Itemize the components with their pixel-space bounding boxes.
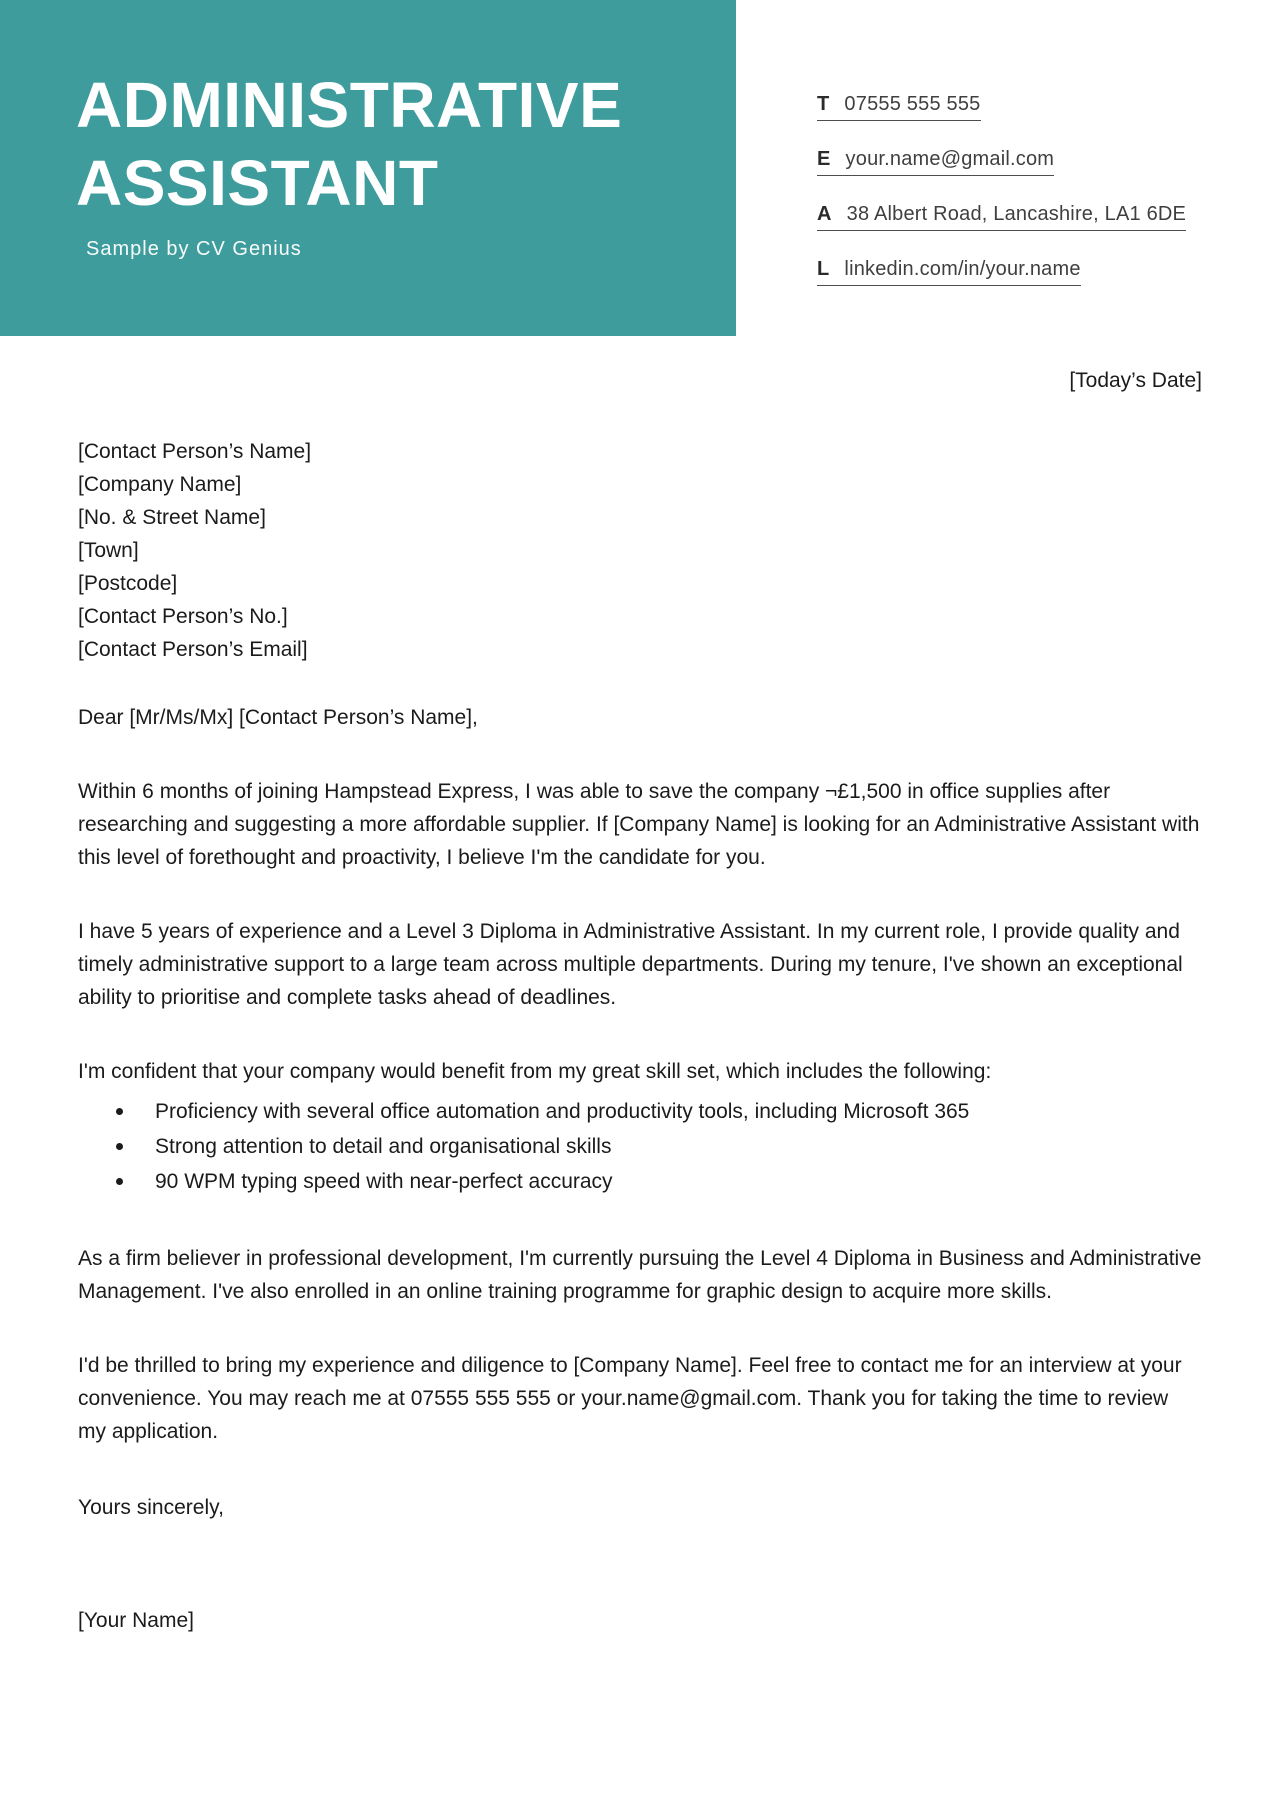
skill-text: Strong attention to detail and organisational skills [155, 1135, 612, 1158]
address-value[interactable]: 38 Albert Road, Lancashire, LA1 6DE [846, 203, 1187, 225]
header-subtitle: Sample by CV Genius [86, 238, 302, 260]
bullet-icon [116, 1143, 123, 1150]
list-item [116, 1164, 1202, 1199]
bullet-icon [116, 1108, 123, 1115]
recipient-postcode: [Postcode] [78, 572, 178, 595]
recipient-block [78, 435, 1202, 666]
closing: Yours sincerely, [78, 1496, 224, 1519]
linkedin-label: L [817, 258, 830, 280]
bullet-icon [116, 1178, 123, 1185]
title-line-2: ASSISTANT [76, 147, 439, 219]
recipient-company-name: [Company Name] [78, 473, 242, 496]
email-value[interactable]: your.name@gmail.com [845, 148, 1055, 170]
paragraph-experience: I have 5 years of experience and a Level 3 Diploma in Administrative Assistant. In my current role, I provide quality and timely administrative support to a large team across multiple departments. During my tenure, I've shown an exceptional ability to prioritise and complete tasks ahead of deadlines. [78, 920, 1183, 1009]
date-line: [Today’s Date] [1069, 369, 1202, 392]
email-label: E [817, 148, 831, 170]
list-item [116, 1094, 1202, 1129]
paragraph-development: As a firm believer in professional development, I'm currently pursuing the Level 4 Diploma in Business and Administrative Management. I've also enrolled in an online training programme for graphic design to acquire more skills. [78, 1247, 1202, 1303]
skills-list [78, 1094, 1202, 1199]
paragraph-skills-intro: I'm confident that your company would benefit from my great skill set, which includes the following: [78, 1060, 992, 1083]
phone-label: T [817, 93, 830, 115]
recipient-phone: [Contact Person’s No.] [78, 605, 288, 628]
recipient-email: [Contact Person’s Email] [78, 638, 308, 661]
skill-text: Proficiency with several office automation and productivity tools, including Microsoft 365 [155, 1100, 970, 1123]
signature-name: [Your Name] [78, 1609, 194, 1632]
recipient-contact-name: [Contact Person’s Name] [78, 440, 312, 463]
recipient-street: [No. & Street Name] [78, 506, 266, 529]
phone-value[interactable]: 07555 555 555 [844, 93, 981, 115]
list-item [116, 1129, 1202, 1164]
address-label: A [817, 203, 832, 225]
linkedin-value[interactable]: linkedin.com/in/your.name [844, 258, 1081, 280]
paragraph-intro: Within 6 months of joining Hampstead Express, I was able to save the company ¬£1,500 in office supplies after researching and suggesting a more affordable supplier. If [Company Name] is looking for an Administrative Assistant with this level of forethought and proactivity, I believe I'm the candidate for you. [78, 780, 1200, 869]
skill-text: 90 WPM typing speed with near-perfect accuracy [155, 1170, 613, 1193]
title-line-1: ADMINISTRATIVE [76, 69, 623, 141]
salutation: Dear [Mr/Ms/Mx] [Contact Person’s Name], [78, 706, 478, 729]
paragraph-call-to-action: I'd be thrilled to bring my experience and diligence to [Company Name]. Feel free to contact me for an interview at your convenience. You may reach me at 07555 555 555 or your.name@gmail.com. Thank you for taking the time to review my application. [78, 1354, 1182, 1443]
recipient-town: [Town] [78, 539, 139, 562]
